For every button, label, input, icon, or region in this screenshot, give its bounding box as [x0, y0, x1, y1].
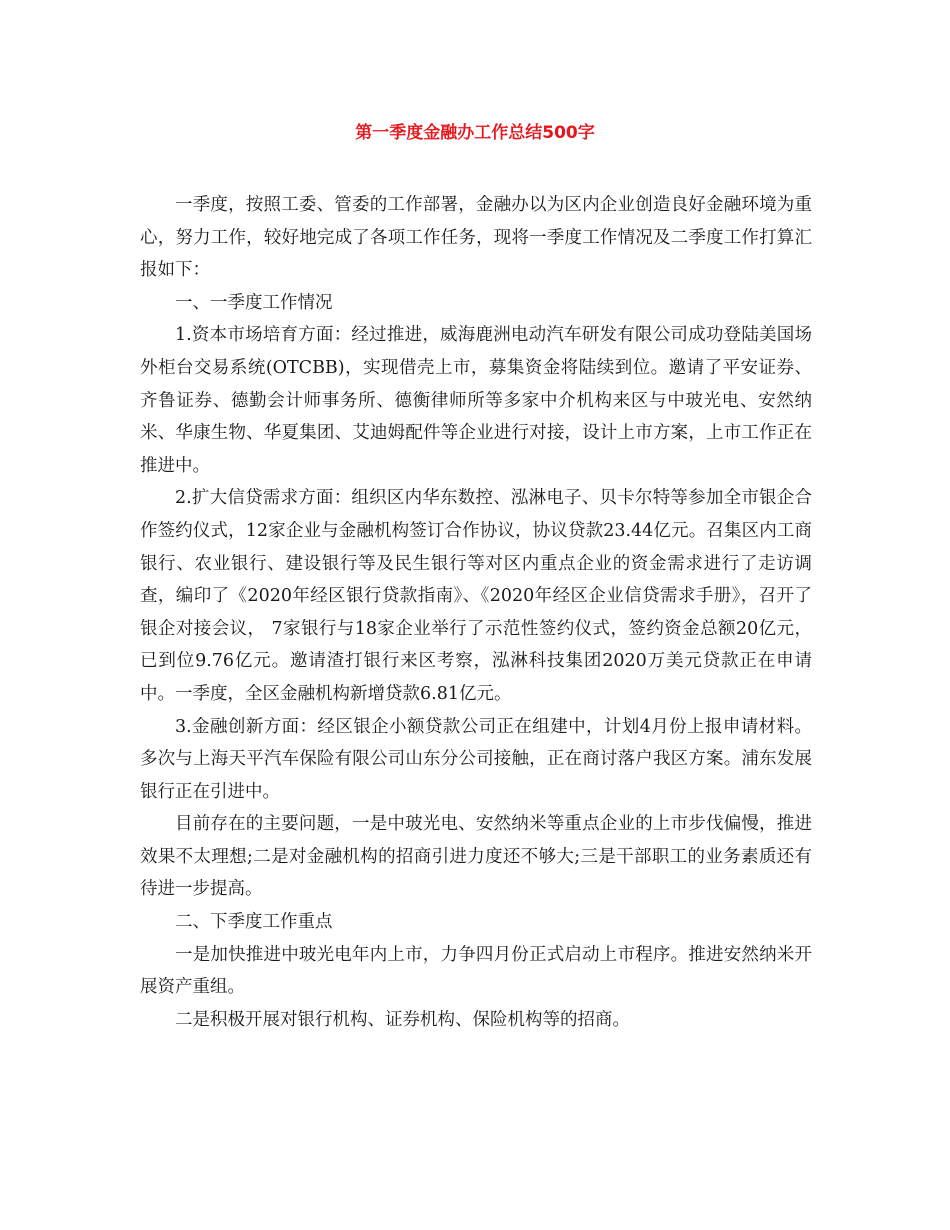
paragraph-intro: 一季度，按照工委、管委的工作部署，金融办以为区内企业创造良好金融环境为重心，努力工作，较好地完成了各项工作任务，现将一季度工作情况及二季度工作打算汇报如下： [140, 195, 812, 281]
section-heading-next-quarter: 二、下季度工作重点 [175, 912, 333, 933]
paragraph-priority-two: 二是积极开展对银行机构、证券机构、保险机构等的招商。 [175, 1009, 630, 1030]
paragraph-financial-innovation: 3.金融创新方面：经区银企小额贷款公司正在组建中，计划4月份上报申请材料。多次与上海天平汽车保险有限公司山东分公司接触，正在商讨落户我区方案。浦东发展银行正在引进中。 [140, 716, 812, 802]
section-heading-q1-work: 一、一季度工作情况 [175, 292, 333, 313]
paragraph-credit-demand: 2.扩大信贷需求方面：组织区内华东数控、泓淋电子、贝卡尔特等参加全市银企合作签约仪式，12家企业与金融机构签订合作协议，协议贷款23.44亿元。召集区内工商银行、农业银行、建设银行等及民生银行等对区内重点企业的资金需求进行了走访调查，编印了《2020年经区银行贷款指南》、《2020年经区企业信贷需求手册》，召开了银企对接会议， 7家银行与18家企业举行了示范性签约仪式，签约资金总额20亿元，已到位9.76亿元。邀请渣打银行来区考察，泓淋科技集团2020万美元贷款正在申请中。一季度，全区金融机构新增贷款6.81亿元。 [140, 488, 812, 704]
document-body [140, 189, 812, 1036]
paragraph-main-problems: 目前存在的主要问题，一是中玻光电、安然纳米等重点企业的上市步伐偏慢，推进效果不太理想;二是对金融机构的招商引进力度还不够大;三是干部职工的业务素质还有待进一步提高。 [140, 814, 812, 900]
document-title: 第一季度金融办工作总结500字 [355, 123, 595, 143]
paragraph-priority-one: 一是加快推进中玻光电年内上市，力争四月份正式启动上市程序。推进安然纳米开展资产重组。 [140, 944, 812, 998]
paragraph-capital-market: 1.资本市场培育方面：经过推进，威海鹿洲电动汽车研发有限公司成功登陆美国场外柜台交易系统(OTCBB)，实现借壳上市，募集资金将陆续到位。邀请了平安证券、齐鲁证券、德勤会计师事务所、德衡律师所等多家中介机构来区与中玻光电、安然纳米、华康生物、华夏集团、艾迪姆配件等企业进行对接，设计上市方案，上市工作正在推进中。 [140, 325, 812, 476]
